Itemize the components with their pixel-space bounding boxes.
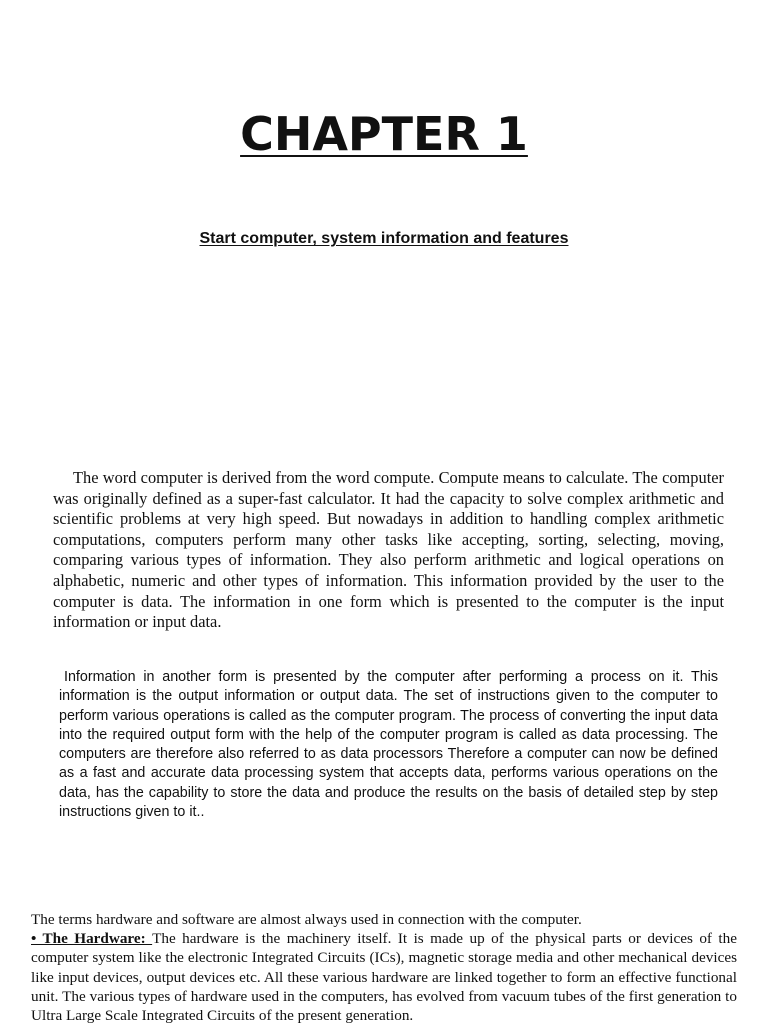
- chapter-title: [0, 104, 768, 164]
- hardware-software-intro: The terms hardware and software are almost always used in connection with the computer.: [31, 911, 582, 928]
- paragraph-output-information: Information in another form is presented by the computer after performing a process on it. This information is the output information or output data. The set of instructions given to the computer to perform various operations is called as the computer program. The process of converting the input data into the required output form with the help of the computer program is called as data processing. The computers are therefore also referred to as data processors Therefore a computer can now be defined as a fast and accurate data processing system that accepts data, performs various operations on the data, has the capability to store the data and produce the results on the basis of detailed step by step instructions given to it..: [59, 669, 718, 821]
- chapter-subtitle-text: Start computer, system information and features: [199, 230, 569, 247]
- chapter-subtitle: [0, 228, 768, 250]
- hardware-definition: [31, 929, 737, 1025]
- paragraph-computer-definition: The word computer is derived from the word compute. Compute means to calculate. The computer was originally defined as a super-fast calculator. It had the capacity to solve complex arithmetic and scientific problems at very high speed. But nowadays in addition to handling complex arithmetic computations, computers perform many other tasks like accepting, sorting, selecting, moving, comparing various types of information. They also perform arithmetic and logical operations on alphabetic, numeric and other types of information. This information provided by the user to the computer is data. The information in one form which is presented to the computer is the input information or input data.: [53, 468, 724, 632]
- chapter-title-text: CHAPTER 1: [240, 107, 528, 161]
- hardware-label: • The Hardware:: [31, 930, 153, 948]
- hardware-text: The hardware is the machinery itself. It is made up of the physical parts or devices of the computer system like the electronic Integrated Circuits (ICs), magnetic storage media and other mechanical devices like input devices, output devices etc. All these various hardware are linked together to form an effective functional unit. The various types of hardware used in the computers, has evolved from vacuum tubes of the first generation to Ultra Large Scale Integrated Circuits of the present generation.: [31, 930, 737, 1025]
- paragraph-hardware-software: [31, 910, 737, 1025]
